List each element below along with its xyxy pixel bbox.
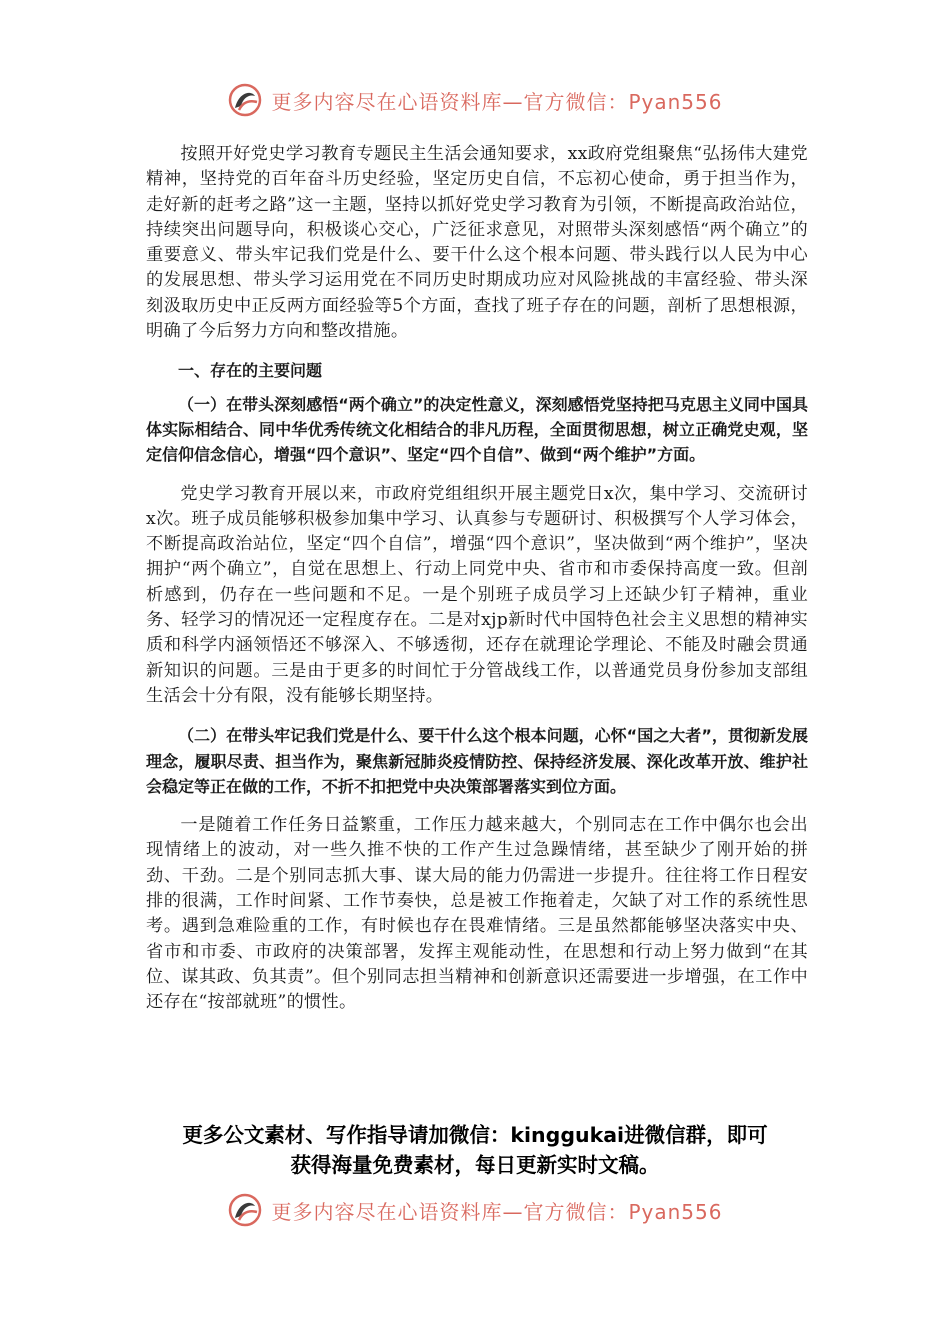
subsection-1-title: （一）在带头深刻感悟“两个确立”的决定性意义，深刻感悟党坚持把马克思主义同中国具体实际相结合、同中华优秀传统文化相结合的非凡历程，全面贯彻思想，树立正确党史观，坚定信仰信念信心，增强“四个意识”、坚定“四个自信”、做到“两个维护”方面。 <box>146 394 808 465</box>
promo-block <box>100 1120 850 1180</box>
header-banner <box>0 82 950 118</box>
swirl-logo-icon <box>227 82 263 118</box>
header-banner-text: 更多内容尽在心语资料库—官方微信：Pyan556 <box>271 89 723 114</box>
subsection-2-body: 一是随着工作任务日益繁重，工作压力越来越大，个别同志在工作中偶尔也会出现情绪上的波动，对一些久推不快的工作产生过急躁情绪，甚至缺少了刚开始的拼劲、干劲。二是个别同志抓大事、谋大局的能力仍需进一步提升。往往将工作日程安排的很满，工作时间紧、工作节奏快，总是被工作拖着走，欠缺了对工作的系统性思考。遇到急难险重的工作，有时候也存在畏难情绪。三是虽然都能够坚决落实中央、省市和市委、市政府的决策部署，发挥主观能动性，在思想和行动上努力做到“在其位、谋其政、负其责”。但个别同志担当精神和创新意识还需要进一步增强，在工作中还存在“按部就班”的惯性。 <box>146 815 808 1013</box>
subsection-2-title: （二）在带头牢记我们党是什么、要干什么这个根本问题，心怀“国之大者”，贯彻新发展理念，履职尽责、担当作为，聚焦新冠肺炎疫情防控、保持经济发展、深化改革开放、维护社会稳定等正在做的工作，不折不扣把党中央决策部署落实到位方面。 <box>146 726 808 796</box>
promo-line-1: 更多公文素材、写作指导请加微信：kinggukai进微信群，即可 <box>182 1123 768 1147</box>
swirl-logo-icon <box>227 1192 263 1228</box>
promo-line-2: 获得海量免费素材，每日更新实时文稿。 <box>290 1153 660 1177</box>
footer-banner-text: 更多内容尽在心语资料库—官方微信：Pyan556 <box>271 1199 723 1224</box>
subsection-1-body: 党史学习教育开展以来，市政府党组组织开展主题党日x次，集中学习、交流研讨x次。班子成员能够积极参加集中学习、认真参与专题研讨、积极撰写个人学习体会，不断提高政治站位，坚定“四个自信”，增强“四个意识”，坚决做到“两个维护”，坚决拥护“两个确立”，自觉在思想上、行动上同党中央、省市和市委保持高度一致。但剖析感到，仍存在一些问题和不足。一是个别班子成员学习上还缺少钉子精神，重业务、轻学习的情况还一定程度存在。二是对xjp新时代中国特色社会主义思想的精神实质和科学内涵领悟还不够深入、不够透彻，还存在就理论学理论、不能及时融会贯通新知识的问题。三是由于更多的时间忙于分管战线工作，以普通党员身份参加支部组生活会十分有限，没有能够长期坚持。 <box>146 483 808 706</box>
intro-paragraph: 按照开好党史学习教育专题民主生活会通知要求，xx政府党组聚焦“弘扬伟大建党精神，坚持党的百年奋斗历史经验，坚定历史自信，不忘初心使命，勇于担当作为，走好新的赶考之路”这一主题，坚持以抓好党史学习教育为引领，不断提高政治站位，持续突出问题导向，积极谈心交心，广泛征求意见，对照带头深刻感悟“两个确立”的重要意义、带头牢记我们党是什么、要干什么这个根本问题、带头践行以人民为中心的发展思想、带头学习运用党在不同历史时期成功应对风险挑战的丰富经验、带头深刻汲取历史中正反两方面经验等5个方面，查找了班子存在的问题，剖析了思想根源，明确了今后努力方向和整改措施。 <box>146 144 808 342</box>
section-heading: 一、存在的主要问题 <box>178 361 323 381</box>
document-body <box>146 142 808 1016</box>
footer-banner <box>0 1192 950 1228</box>
